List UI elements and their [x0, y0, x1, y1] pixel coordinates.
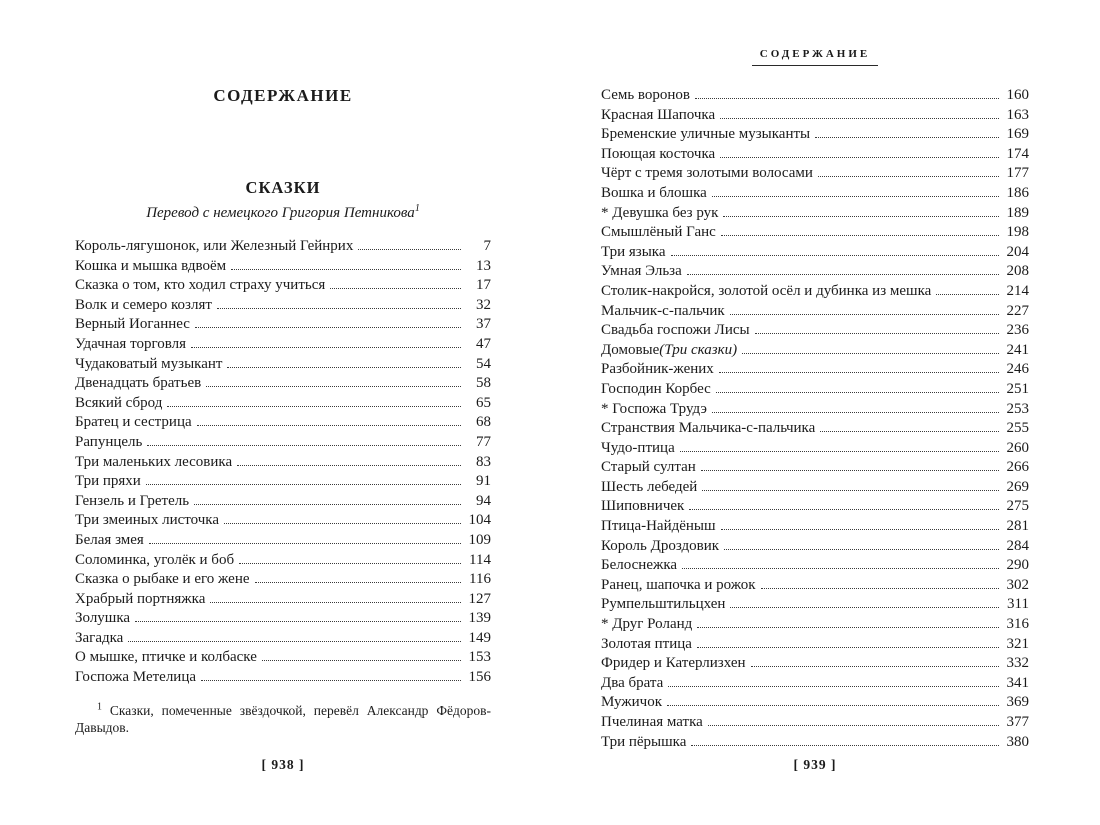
entry-page-number: 198: [1006, 224, 1029, 241]
dot-leader: [239, 563, 461, 564]
toc-entry: [75, 648, 491, 668]
entry-title: Вошка и блошка: [601, 184, 707, 201]
toc-entry: [75, 668, 491, 688]
toc-entry: [601, 674, 1029, 694]
entry-page-number: 109: [468, 531, 491, 548]
entry-title: Умная Эльза: [601, 263, 682, 280]
toc-entry: [601, 497, 1029, 517]
entry-title: Волк и семеро козлят: [75, 296, 212, 313]
toc-entry: [75, 237, 491, 257]
entry-page-number: 153: [468, 649, 491, 666]
entry-page-number: 37: [476, 316, 491, 333]
dot-leader: [197, 425, 461, 426]
entry-page-number: 311: [1007, 596, 1029, 613]
entry-page-number: 369: [1006, 694, 1029, 711]
right-page: [601, 0, 1029, 825]
entry-title: Странствия Мальчика-с-пальчика: [601, 420, 816, 437]
dot-leader: [206, 386, 461, 387]
entry-title: Семь воронов: [601, 87, 691, 103]
entry-title: Чудаковатый музыкант: [75, 355, 223, 372]
toc-entry: [75, 453, 491, 473]
entry-page-number: 204: [1006, 243, 1029, 260]
entry-title: Белая змея: [75, 531, 144, 548]
toc-entry: [601, 282, 1029, 302]
dot-leader: [167, 406, 461, 407]
entry-page-number: 266: [1006, 459, 1029, 476]
toc-entry: [601, 556, 1029, 576]
dot-leader: [716, 392, 999, 393]
entry-page-number: 77: [476, 433, 491, 450]
dot-leader: [237, 465, 461, 466]
entry-page-number: 290: [1006, 557, 1029, 574]
entry-title: * Госпожа Трудэ: [601, 400, 707, 417]
toc-entry: [601, 595, 1029, 615]
entry-page-number: 94: [476, 492, 491, 509]
toc-entry: [601, 380, 1029, 400]
toc-entry: [601, 439, 1029, 459]
dot-leader: [724, 549, 999, 550]
toc-entry: [601, 615, 1029, 635]
entry-title: Поющая косточка: [601, 145, 716, 162]
dot-leader: [695, 98, 999, 99]
dot-leader: [128, 641, 461, 642]
entry-title: Столик-накройся, золотой осёл и дубинка из мешка: [601, 282, 932, 299]
entry-title: Красная Шапочка: [601, 106, 716, 123]
dot-leader: [217, 308, 461, 309]
toc-entry: [601, 419, 1029, 439]
page-number-left: [ 938 ]: [261, 757, 305, 772]
page-number-right: [ 939 ]: [793, 757, 837, 772]
toc-entry: [601, 302, 1029, 322]
entry-title: Смышлёный Ганс: [601, 224, 716, 241]
toc-entry: [75, 355, 491, 375]
entry-title: Фридер и Катерлизхен: [601, 655, 746, 672]
dot-leader: [755, 333, 999, 334]
entry-title: Сказка о рыбаке и его жене: [75, 571, 250, 588]
dot-leader: [330, 288, 461, 289]
dot-leader: [358, 249, 461, 250]
entry-title: Загадка: [75, 629, 124, 646]
toc-entry: [75, 394, 491, 414]
entry-page-number: 260: [1006, 439, 1029, 456]
dot-leader: [815, 137, 999, 138]
footnote: [75, 702, 491, 737]
dot-leader: [231, 269, 461, 270]
dot-leader: [730, 607, 999, 608]
entry-title: Бременские уличные музыканты: [601, 126, 811, 143]
footnote-reference-marker: 1: [414, 203, 420, 214]
dot-leader: [255, 582, 461, 583]
toc-entry: [75, 609, 491, 629]
entry-page-number: 275: [1006, 498, 1029, 515]
dot-leader: [146, 484, 461, 485]
entry-page-number: 127: [468, 590, 491, 607]
entry-page-number: 116: [469, 571, 491, 588]
dot-leader: [135, 621, 461, 622]
dot-leader: [668, 686, 999, 687]
entry-page-number: 269: [1006, 478, 1029, 495]
dot-leader: [761, 588, 999, 589]
running-header: [601, 44, 1029, 66]
toc-entry: [601, 693, 1029, 713]
dot-leader: [201, 680, 461, 681]
entry-title: Чудо-птица: [601, 439, 675, 456]
entry-title: Шесть лебедей: [601, 478, 698, 495]
entry-title: Три змеиных листочка: [75, 512, 220, 529]
toc-list-left: [75, 237, 491, 688]
toc-entry: [601, 145, 1029, 165]
entry-page-number: 65: [476, 394, 491, 411]
dot-leader: [742, 353, 999, 354]
entry-title: Верный Иоганнес: [75, 316, 190, 333]
entry-page-number: 149: [468, 629, 491, 646]
toc-entry: [75, 296, 491, 316]
toc-entry: [601, 164, 1029, 184]
entry-page-number: 104: [468, 512, 491, 529]
dot-leader: [195, 327, 461, 328]
toc-entry: [75, 492, 491, 512]
entry-page-number: 316: [1006, 616, 1029, 633]
toc-entry: [601, 654, 1029, 674]
dot-leader: [667, 705, 999, 706]
left-page: [75, 0, 491, 825]
entry-title: Чёрт с тремя золотыми волосами: [601, 165, 813, 182]
dot-leader: [721, 235, 999, 236]
entry-title: Мальчик-с-пальчик: [601, 302, 725, 319]
toc-list-right: [601, 86, 1029, 752]
dot-leader: [147, 445, 461, 446]
entry-title: О мышке, птичке и колбаске: [75, 649, 257, 666]
entry-page-number: 17: [476, 277, 491, 294]
dot-leader: [680, 451, 999, 452]
toc-entry: [75, 276, 491, 296]
dot-leader: [671, 255, 1000, 256]
dot-leader: [689, 509, 999, 510]
entry-page-number: 32: [476, 296, 491, 313]
toc-entry: [601, 360, 1029, 380]
entry-page-number: 114: [469, 551, 491, 568]
entry-page-number: 160: [1006, 87, 1029, 103]
entry-page-number: 58: [476, 375, 491, 392]
entry-title: * Девушка без рук: [601, 204, 719, 221]
entry-title: Удачная торговля: [75, 335, 186, 352]
toc-entry: [601, 517, 1029, 537]
dot-leader: [691, 745, 999, 746]
toc-entry: [75, 413, 491, 433]
dot-leader: [818, 176, 999, 177]
entry-title: Пчелиная матка: [601, 714, 703, 730]
entry-page-number: 91: [476, 473, 491, 490]
dot-leader: [687, 274, 999, 275]
entry-title: Два брата: [601, 674, 664, 691]
dot-leader: [936, 294, 999, 295]
entry-title-italic: (Три сказки): [659, 341, 738, 358]
toc-entry: [75, 374, 491, 394]
entry-page-number: 246: [1006, 361, 1029, 378]
dot-leader: [712, 196, 999, 197]
entry-page-number: 255: [1006, 420, 1029, 437]
dot-leader: [708, 725, 999, 726]
entry-page-number: 139: [468, 610, 491, 627]
dot-leader: [191, 347, 461, 348]
contents-title: СОДЕРЖАНИЕ: [213, 86, 353, 105]
entry-title: Храбрый портняжка: [75, 590, 206, 607]
entry-page-number: 380: [1006, 733, 1029, 750]
toc-entry: [601, 125, 1029, 145]
toc-entry: [601, 537, 1029, 557]
toc-entry: [75, 335, 491, 355]
entry-title: Три маленьких лесовика: [75, 453, 233, 470]
entry-title: Разбойник-жених: [601, 361, 714, 378]
entry-title: Кошка и мышка вдвоём: [75, 257, 227, 274]
dot-leader: [702, 490, 999, 491]
entry-page-number: 169: [1006, 126, 1029, 143]
toc-entry: [601, 635, 1029, 655]
entry-page-number: 13: [476, 257, 491, 274]
entry-title: Три языка: [601, 243, 666, 260]
entry-title: Золотая птица: [601, 635, 692, 652]
dot-leader: [721, 529, 999, 530]
footnote-text: Сказки, помеченные звёздочкой, перевёл Александр Фёдоров-Давыдов.: [75, 702, 491, 736]
entry-page-number: 163: [1006, 106, 1029, 123]
dot-leader: [712, 412, 999, 413]
running-header-text: СОДЕРЖАНИЕ: [752, 48, 878, 66]
dot-leader: [751, 666, 999, 667]
dot-leader: [723, 216, 999, 217]
translator-subtitle: [75, 205, 491, 222]
toc-entry: [601, 223, 1029, 243]
dot-leader: [224, 523, 461, 524]
footnote-marker: 1: [97, 701, 102, 713]
dot-leader: [719, 372, 999, 373]
entry-title: Король Дроздовик: [601, 537, 720, 554]
entry-page-number: 83: [476, 453, 491, 470]
section-title: СКАЗКИ: [245, 178, 321, 197]
entry-title: Шиповничек: [601, 498, 685, 515]
dot-leader: [697, 647, 999, 648]
toc-entry: [601, 733, 1029, 753]
entry-title: Соломинка, уголёк и боб: [75, 551, 235, 568]
entry-title: Рапунцель: [75, 433, 143, 450]
entry-title: Птица-Найдёныш: [601, 518, 716, 535]
entry-page-number: 174: [1006, 145, 1029, 162]
dot-leader: [697, 627, 999, 628]
dot-leader: [194, 504, 461, 505]
toc-entry: [601, 86, 1029, 106]
dot-leader: [730, 314, 999, 315]
toc-entry: [75, 315, 491, 335]
entry-page-number: 251: [1006, 380, 1029, 397]
toc-entry: [601, 341, 1029, 361]
dot-leader: [682, 568, 999, 569]
toc-entry: [601, 713, 1029, 733]
entry-page-number: 281: [1006, 518, 1029, 535]
dot-leader: [720, 118, 999, 119]
entry-title: Белоснежка: [601, 557, 678, 574]
translator-subtitle-text: Перевод с немецкого Григория Петникова: [146, 205, 415, 221]
entry-page-number: 47: [476, 335, 491, 352]
entry-title: Мужичок: [601, 694, 662, 711]
toc-entry: [75, 570, 491, 590]
entry-title: Король-лягушонок, или Железный Гейнрих: [75, 238, 354, 254]
entry-page-number: 68: [476, 414, 491, 431]
toc-entry: [75, 511, 491, 531]
toc-entry: [601, 478, 1029, 498]
toc-entry: [601, 262, 1029, 282]
entry-page-number: 236: [1006, 322, 1029, 339]
toc-entry: [601, 204, 1029, 224]
entry-title: Сказка о том, кто ходил страху учиться: [75, 277, 326, 294]
entry-title: Три пёрышка: [601, 733, 687, 750]
entry-title: Свадьба госпожи Лисы: [601, 322, 750, 339]
entry-title: Домовые: [601, 341, 660, 358]
entry-page-number: 189: [1006, 204, 1029, 221]
entry-title: Старый султан: [601, 459, 696, 476]
entry-page-number: 54: [476, 355, 491, 372]
dot-leader: [720, 157, 999, 158]
entry-page-number: 177: [1006, 165, 1029, 182]
entry-title: Золушка: [75, 610, 131, 627]
entry-title: Всякий сброд: [75, 394, 163, 411]
toc-entry: [75, 433, 491, 453]
entry-title: Господин Корбес: [601, 380, 711, 397]
entry-page-number: 227: [1006, 302, 1029, 319]
entry-title: Госпожа Метелица: [75, 669, 197, 686]
toc-entry: [75, 629, 491, 649]
dot-leader: [227, 367, 461, 368]
entry-title: Три пряхи: [75, 473, 141, 490]
entry-page-number: 253: [1006, 400, 1029, 417]
toc-entry: [601, 400, 1029, 420]
dot-leader: [262, 660, 461, 661]
entry-title: Гензель и Гретель: [75, 492, 190, 509]
dot-leader: [701, 470, 999, 471]
entry-page-number: 156: [468, 669, 491, 686]
entry-page-number: 214: [1006, 282, 1029, 299]
entry-title: * Друг Роланд: [601, 616, 693, 633]
toc-entry: [75, 590, 491, 610]
toc-entry: [601, 321, 1029, 341]
toc-entry: [601, 184, 1029, 204]
entry-page-number: 186: [1006, 184, 1029, 201]
toc-entry: [601, 576, 1029, 596]
entry-page-number: 208: [1006, 263, 1029, 280]
entry-page-number: 377: [1006, 714, 1029, 730]
toc-entry: [601, 458, 1029, 478]
entry-title: Братец и сестрица: [75, 414, 192, 431]
dot-leader: [210, 602, 461, 603]
entry-page-number: 332: [1006, 655, 1029, 672]
toc-entry: [75, 531, 491, 551]
toc-entry: [601, 243, 1029, 263]
dot-leader: [820, 431, 999, 432]
entry-page-number: 241: [1006, 341, 1029, 358]
entry-title: Румпельштильцхен: [601, 596, 726, 613]
toc-entry: [601, 106, 1029, 126]
entry-page-number: 284: [1006, 537, 1029, 554]
entry-page-number: 302: [1006, 576, 1029, 593]
entry-page-number: 341: [1006, 674, 1029, 691]
toc-entry: [75, 257, 491, 277]
toc-entry: [75, 551, 491, 571]
entry-page-number: 321: [1006, 635, 1029, 652]
dot-leader: [149, 543, 461, 544]
entry-page-number: 7: [483, 238, 491, 254]
toc-entry: [75, 472, 491, 492]
entry-title: Двенадцать братьев: [75, 375, 202, 392]
entry-title: Ранец, шапочка и рожок: [601, 576, 756, 593]
